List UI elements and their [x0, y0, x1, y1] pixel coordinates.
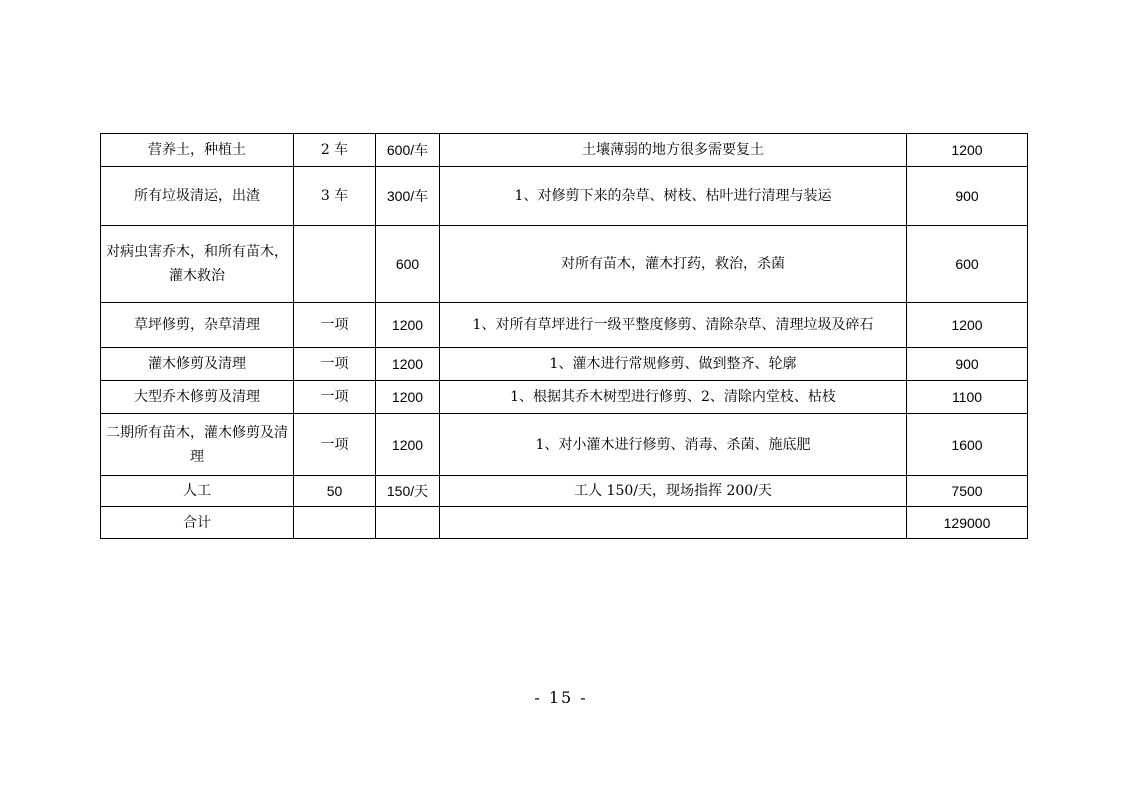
- item-cell: 灌木修剪及清理: [101, 348, 294, 381]
- description-cell: 1、对所有草坪进行一级平整度修剪、清除杂草、清理垃圾及碎石: [440, 303, 907, 348]
- description-cell: 土壤薄弱的地方很多需要复土: [440, 134, 907, 167]
- unit-price-cell: 1200: [376, 303, 440, 348]
- amount-cell: 1200: [907, 303, 1028, 348]
- table-row: [101, 476, 1028, 507]
- quantity-cell: [294, 226, 376, 303]
- total-row: [101, 507, 1028, 539]
- description-cell: 1、根据其乔木树型进行修剪、2、清除内堂枝、枯枝: [440, 381, 907, 414]
- table-row: [101, 303, 1028, 348]
- amount-cell: 900: [907, 167, 1028, 226]
- unit-price-cell: 300/车: [376, 167, 440, 226]
- amount-cell: 1200: [907, 134, 1028, 167]
- unit-price-cell: 1200: [376, 348, 440, 381]
- amount-cell: 1600: [907, 414, 1028, 476]
- unit-price-cell: [376, 507, 440, 539]
- description-cell: [440, 507, 907, 539]
- table-row: [101, 381, 1028, 414]
- unit-price-cell: 150/天: [376, 476, 440, 507]
- item-cell: 所有垃圾清运，出渣: [101, 167, 294, 226]
- quantity-cell: [294, 507, 376, 539]
- cost-table: [100, 133, 1028, 539]
- unit-price-cell: 1200: [376, 381, 440, 414]
- table-row: [101, 134, 1028, 167]
- description-cell: 工人 150/天，现场指挥 200/天: [440, 476, 907, 507]
- quantity-cell: 3 车: [294, 167, 376, 226]
- amount-cell: 900: [907, 348, 1028, 381]
- quantity-cell: 50: [294, 476, 376, 507]
- description-cell: 对所有苗木，灌木打药，救治，杀菌: [440, 226, 907, 303]
- unit-price-cell: 600/车: [376, 134, 440, 167]
- quantity-cell: 一项: [294, 414, 376, 476]
- unit-price-cell: 600: [376, 226, 440, 303]
- unit-price-cell: 1200: [376, 414, 440, 476]
- total-amount-cell: 129000: [907, 507, 1028, 539]
- amount-cell: 1100: [907, 381, 1028, 414]
- quantity-cell: 一项: [294, 303, 376, 348]
- table-row: [101, 226, 1028, 303]
- total-label-cell: 合计: [101, 507, 294, 539]
- item-cell: 营养土，种植土: [101, 134, 294, 167]
- quantity-cell: 一项: [294, 381, 376, 414]
- quantity-cell: 2 车: [294, 134, 376, 167]
- item-cell: 对病虫害乔木，和所有苗木，灌木救治: [101, 226, 294, 303]
- item-cell: 草坪修剪，杂草清理: [101, 303, 294, 348]
- description-cell: 1、对修剪下来的杂草、树枝、枯叶进行清理与装运: [440, 167, 907, 226]
- item-cell: 人工: [101, 476, 294, 507]
- table-row: [101, 348, 1028, 381]
- description-cell: 1、灌木进行常规修剪、做到整齐、轮廓: [440, 348, 907, 381]
- description-cell: 1、对小灌木进行修剪、消毒、杀菌、施底肥: [440, 414, 907, 476]
- item-cell: 二期所有苗木，灌木修剪及清理: [101, 414, 294, 476]
- amount-cell: 7500: [907, 476, 1028, 507]
- item-cell: 大型乔木修剪及清理: [101, 381, 294, 414]
- amount-cell: 600: [907, 226, 1028, 303]
- table-row: [101, 414, 1028, 476]
- quantity-cell: 一项: [294, 348, 376, 381]
- table-row: [101, 167, 1028, 226]
- page-number: - 15 -: [534, 688, 588, 707]
